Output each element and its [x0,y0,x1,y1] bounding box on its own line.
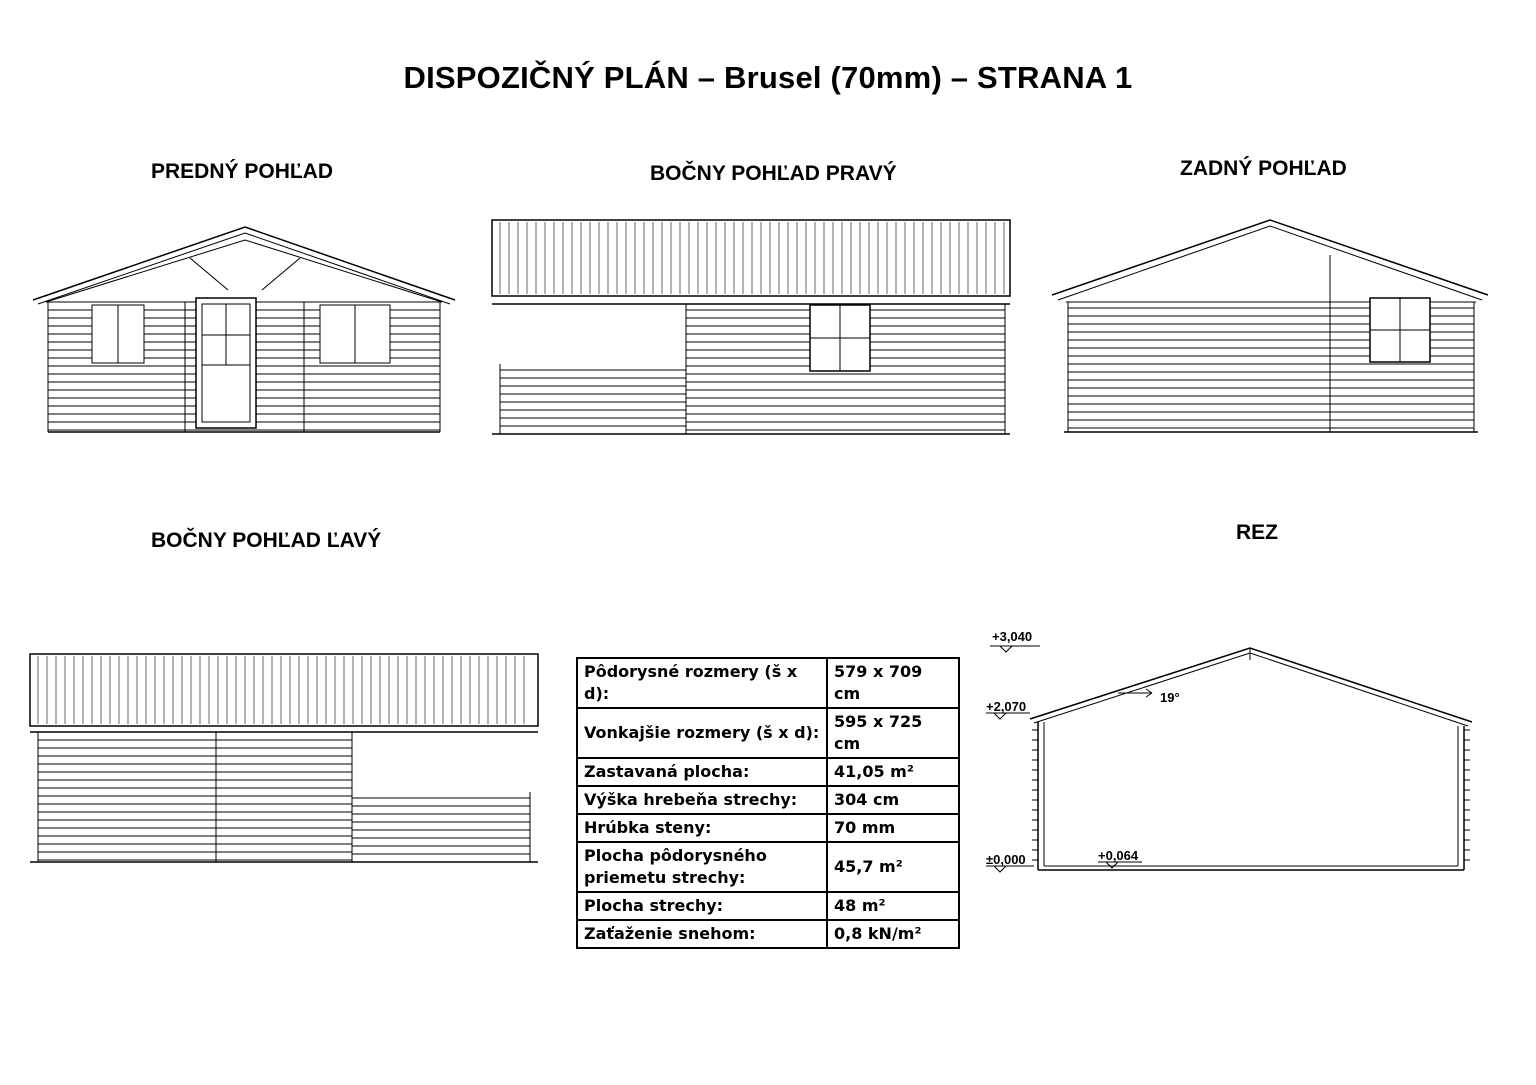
spec-value: 595 x 725 cm [827,708,959,758]
side-left-elevation-drawing [30,654,538,862]
spec-row [577,920,959,948]
spec-label: Zaťaženie snehom: [577,920,827,948]
label-section-view: REZ [1236,521,1278,544]
front-elevation-drawing [33,227,455,432]
spec-label: Pôdorysné rozmery (š x d): [577,658,827,708]
level-eave: +2,070 [986,699,1027,714]
page-title: DISPOZIČNÝ PLÁN – Brusel (70mm) – STRANA 1 [403,60,1133,95]
level-ground: ±0,000 [986,852,1026,867]
label-back-view: ZADNÝ POHĽAD [1180,157,1347,180]
spec-label: Zastavaná plocha: [577,758,827,786]
spec-table-container [576,657,960,949]
spec-row [577,708,959,758]
spec-label: Plocha pôdorysného priemetu strechy: [577,842,827,892]
spec-table [576,657,960,949]
spec-value: 304 cm [827,786,959,814]
spec-row [577,786,959,814]
spec-value: 45,7 m² [827,842,959,892]
spec-label: Hrúbka steny: [577,814,827,842]
roof-angle-label: 19° [1160,690,1180,705]
back-elevation-drawing [1052,220,1488,432]
spec-value: 0,8 kN/m² [827,920,959,948]
label-side-right-view: BOČNY POHĽAD PRAVÝ [650,162,897,185]
spec-value: 48 m² [827,892,959,920]
label-front-view: PREDNÝ POHĽAD [151,160,334,183]
spec-label: Výška hrebeňa strechy: [577,786,827,814]
spec-label: Vonkajšie rozmery (š x d): [577,708,827,758]
spec-row [577,658,959,708]
section-drawing [986,646,1472,872]
spec-value: 70 mm [827,814,959,842]
spec-row [577,814,959,842]
spec-value: 579 x 709 cm [827,658,959,708]
spec-value: 41,05 m² [827,758,959,786]
spec-label: Plocha strechy: [577,892,827,920]
spec-row [577,892,959,920]
spec-row [577,758,959,786]
spec-row [577,842,959,892]
side-right-elevation-drawing [492,220,1010,434]
level-top: +3,040 [992,629,1033,644]
level-floor: +0,064 [1098,848,1139,863]
label-side-left-view: BOČNY POHĽAD ĽAVÝ [151,529,382,552]
